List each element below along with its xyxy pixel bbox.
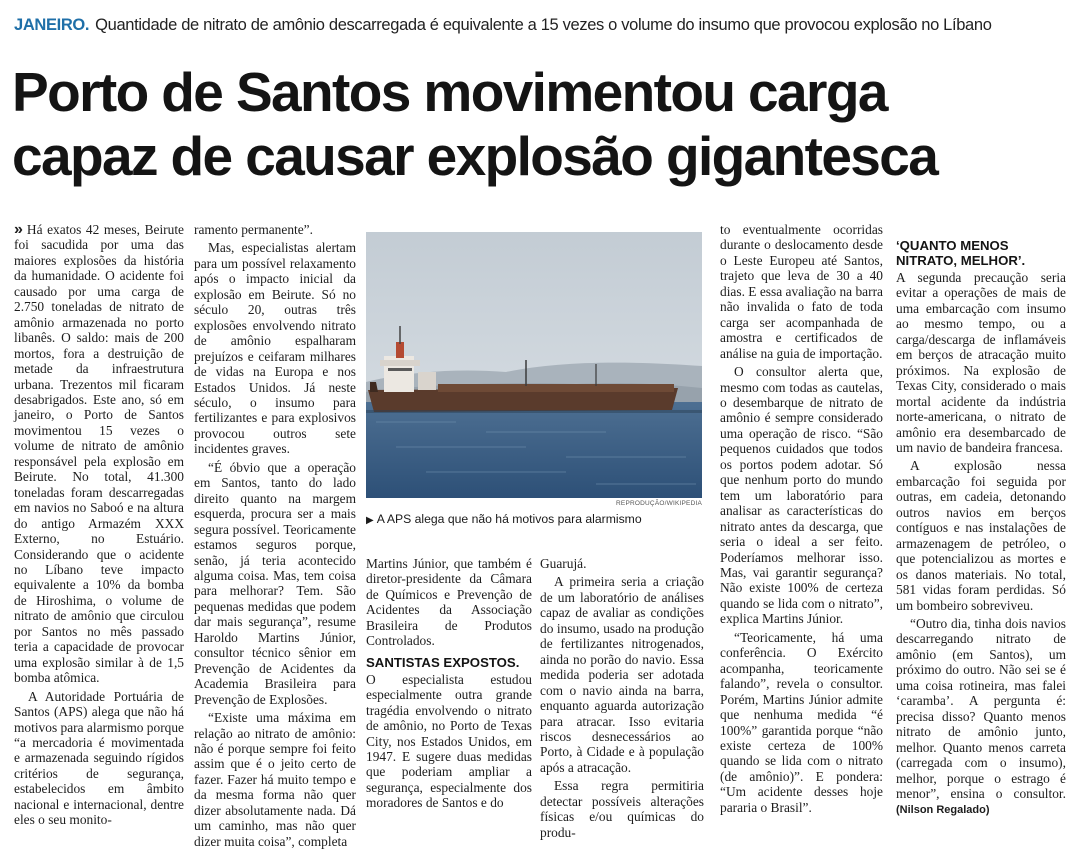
- headline: [12, 60, 1072, 188]
- paragraph: “Existe uma máxima em relação ao nitrato de amônio: não é porque sempre foi feito assim que é o jeito certo de fazer. Fazer há muito tempo e da mesma forma não quer dizer absolutamente nada. Dá um caminho, mas não quer dizer muita coisa”, completa: [194, 710, 356, 849]
- kicker-tag: JANEIRO.: [14, 16, 90, 34]
- kicker-text: Quantidade de nitrato de amônio descarregada é equivalente a 15 vezes o volume do insumo que provocou explosão no Líbano: [95, 16, 992, 34]
- photo-caption: [366, 512, 702, 526]
- paragraph: “Outro dia, tinha dois navios descarregando nitrato de amônio (em Santos), um próximo do outro. Não sei se é uma coisa rotineira, mas falei ‘caramba’. A pergunta é: precisa disso? Quanto menos nitrato de amônio junto, melhor. Quanto menos carreta (carregada com o insumo), melhor, porque o estrago é menor”, ensina o consultor. (Nilson Regalado): [896, 615, 1066, 817]
- paragraph: O especialista estudou especialmente outra grande tragédia envolvendo o nitrato de amônio, no Porto de Texas City, nos Estados Unidos, em 1947. E sugere duas medidas que poderiam ampliar a segurança, especialmente dos moradores de Santos e do: [366, 671, 532, 811]
- subheading: SANTISTAS EXPOSTOS.: [366, 654, 520, 670]
- paragraph: A explosão nessa embarcação foi seguida por outras, em cadeia, detonando outros navios em berços contíguos e nas instalações de armazenagem de petróleo, o que potencializou as mortes e os danos materiais. No total, 581 vidas foram perdidas. Só um bombeiro sobreviveu.: [896, 458, 1066, 613]
- caption-text: A APS alega que não há motivos para alarmismo: [376, 512, 642, 526]
- article-column-5: [720, 222, 883, 822]
- paragraph: A primeira seria a criação de um laboratório de análises capaz de avaliar as condições do insumo, usado na produção de fertilizantes nitrogenados, ainda no porão do navio. Essa medida poderia ser adotada com o navio ainda na barra, enquanto aguarda autorização para atracar. Isso evitaria riscos desnecessários ao Porto, à Cidade e à população após a atracação.: [540, 574, 704, 775]
- headline-line-2: capaz de causar explosão gigantesca: [12, 125, 938, 187]
- paragraph: » Há exatos 42 meses, Beirute foi sacudida por uma das maiores explosões da história da humanidade. O acidente foi causado por uma carga de 2.750 toneladas de nitrato de amônio armazenada no porto libanês. O saldo: mais de 200 mortos, fora a destruição de metade da infraestrutura urbana. Trezentos mil ficaram desabrigados. Este ano, só em janeiro, o Porto de Santos movimentou 15 vezes o volume de nitrato de amônio responsável pela explosão em Beirute. No total, 41.300 toneladas foram descarregadas em navios no Saboó e na altura do antigo Armazém XXX Externo, no Estuário. Considerando que o acidente no Líbano teve impacto equivalente a 10% da bomba de Hiroshima, o volume de nitrato de amônio que circulou por Santos no mês passado teria a capacidade de provocar uma explosão similar à de 1,5 bomba atômica.: [14, 221, 184, 686]
- paragraph: to eventualmente ocorridas durante o deslocamento desde o Leste Europeu até Santos, trajeto que leva de 30 a 40 dias. E essa avaliação na barra não invalida o fato de toda carga ser acompanhada de amostra e certificados de análise na guia de importação.: [720, 222, 883, 361]
- paragraph: Mas, especialistas alertam para um possível relaxamento após o impacto inicial da explosão em Beirute. Só no século 20, outras três explosões envolvendo nitrato de amônio espalharam prejuízos e ceifaram milhares de vidas na Europa e nos Estados Unidos. Já neste século, o insumo para fertilizantes e para explosivos provocou outros sete incidentes graves.: [194, 240, 356, 457]
- paragraph: Essa regra permitiria detectar possíveis alterações físicas e/ou químicas do produ-: [540, 778, 704, 840]
- triangle-bullet-icon: ▶: [366, 515, 374, 526]
- paragraph: “É óbvio que a operação em Santos, tanto do lado direito quanto na margem esquerda, procura ser a mais segura possível. Teoricamente estamos seguros porque, senão, já teria acontecido alguma coisa. Mas, tem coisa para melhorar? Tem. São pequenas medidas que podem dar mais segurança”, resume Haroldo Martins Júnior, consultor técnico sênior em Prevenção de Acidentes da Academia Brasileira para Prevenção de Explosões.: [194, 459, 356, 707]
- article-column-1: [14, 221, 184, 828]
- author-signature: (Nilson Regalado): [896, 804, 990, 817]
- ship-photo: [366, 232, 702, 498]
- paragraph: ramento permanente”.: [194, 222, 313, 237]
- paragraph: “Teoricamente, há uma conferência. O Exército acompanha, teoricamente falando”, revela o consultor. Porém, Martins Júnior admite que nenhuma medida “é 100%” garantida porque “não existe certeza de 100% quando se lida com o nitrato (de amônio)”. E pondera: “Um acidente desses hoje pararia o Brasil”.: [720, 629, 883, 815]
- kicker: [14, 14, 1074, 36]
- article-column-4: [540, 556, 704, 840]
- photo-credit: REPRODUÇÃO/WIKIPEDIA: [616, 500, 702, 507]
- paragraph: A segunda precaução seria evitar a operações de mais de uma embarcação com insumo ao mesmo tempo, ou a carga/descarga de inflamáveis em berços de atracação muito próximos. Na explosão de Texas City, considerado o mais mortal acidente da indústria norte-americana, o nitrato de amônio era desembarcado de um navio de bandeira francesa.: [896, 270, 1066, 455]
- paragraph: O consultor alerta que, mesmo com todas as cautelas, o desembarque de nitrato de amônio é sempre considerado uma operação de risco. “São pequenos cuidados que todos os portos podem adotar. Só que nenhum porto do mundo tem um laboratório para analisar as características do nitrato antes da descarga, que seria o ideal a ser feito. Poderíamos melhorar isso. Mas, vai garantir segurança? Não existe 100% de certeza quando se lida com o nitrato”, explica Martins Júnior.: [720, 364, 883, 627]
- ship-image: [366, 232, 702, 498]
- paragraph: Martins Júnior, que também é diretor-presidente da Câmara de Químicos e Prevenção de Acidentes da Associação Brasileira de Produtos Controlados.: [366, 556, 532, 649]
- article-column-2: [194, 222, 356, 849]
- headline-line-1: Porto de Santos movimentou carga: [12, 61, 887, 123]
- subheading: ‘QUANTO MENOS NITRATO, MELHOR’.: [896, 238, 1026, 268]
- paragraph: A Autoridade Portuária de Santos (APS) alega que não há motivos para alarmismo porque “a mercadoria é movimentada e armazenada seguindo rígidos critérios de segurança, estabelecidos em âmbito nacional e internacional, dentre eles o seu monito-: [14, 688, 184, 828]
- article-column-3: [366, 556, 532, 822]
- paragraph: Guarujá.: [540, 556, 587, 571]
- bullet-icon: »: [14, 221, 23, 238]
- article-column-6: [896, 222, 1066, 822]
